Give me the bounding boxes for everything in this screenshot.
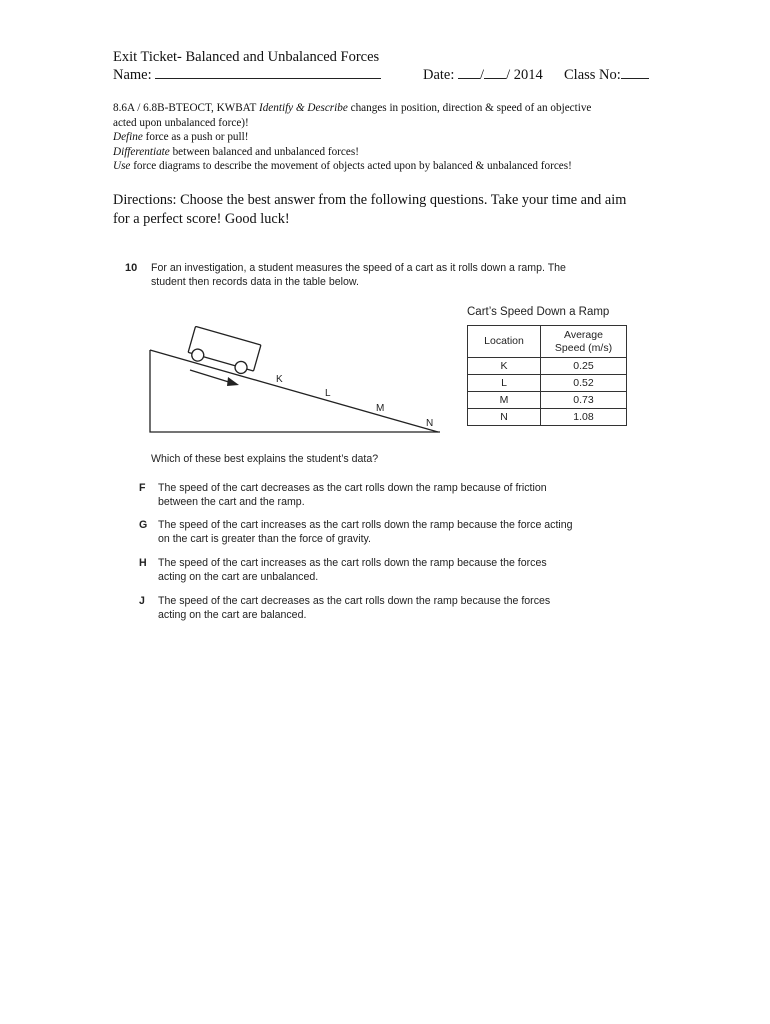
location-cell: L	[468, 375, 541, 392]
location-cell: N	[468, 409, 541, 426]
page-title: Exit Ticket- Balanced and Unbalanced Forces	[113, 49, 380, 65]
objective-line: Use force diagrams to describe the movement of objects acted upon by balanced & unbalanced forces!	[113, 160, 572, 173]
speed-table	[467, 325, 627, 426]
option-letter: J	[139, 595, 145, 607]
cart	[186, 326, 260, 376]
speed-cell: 1.08	[541, 409, 627, 426]
ramp-slope	[150, 350, 438, 432]
ramp-label-k: K	[276, 374, 283, 385]
question-stem	[151, 262, 631, 289]
question-number: 10	[125, 262, 138, 274]
date-label: Date:	[423, 67, 455, 83]
table-title: Cart’s Speed Down a Ramp	[467, 306, 610, 318]
option-text	[158, 482, 631, 509]
motion-arrow-head	[227, 377, 239, 386]
ramp-diagram	[140, 325, 450, 437]
location-cell: M	[468, 392, 541, 409]
column-header-speed: Average Speed (m/s)	[541, 326, 627, 358]
directions-line: for a perfect score! Good luck!	[113, 211, 290, 227]
date-field[interactable]	[423, 66, 543, 84]
ramp-label-m: M	[376, 403, 385, 414]
option-letter: H	[139, 557, 147, 569]
objective-line: acted upon unbalanced force)!	[113, 116, 249, 129]
directions	[113, 191, 673, 229]
table-row	[468, 409, 627, 426]
option-text	[158, 557, 631, 584]
ramp-label-l: L	[325, 388, 331, 399]
table-row	[468, 358, 627, 375]
name-blank[interactable]	[155, 66, 381, 79]
objectives	[113, 101, 673, 174]
answer-option[interactable]	[139, 557, 631, 584]
date-separator: /	[480, 67, 485, 83]
option-text	[158, 595, 631, 622]
option-letter: G	[139, 519, 148, 531]
speed-cell: 0.52	[541, 375, 627, 392]
class-blank[interactable]	[621, 66, 649, 79]
option-text-line: The speed of the cart increases as the cart rolls down the ramp because the forces	[158, 557, 547, 569]
name-field[interactable]	[113, 66, 381, 84]
objective-line: Differentiate between balanced and unbalanced forces!	[113, 145, 359, 158]
directions-line: Directions: Choose the best answer from the following questions. Take your time and aim	[113, 192, 627, 208]
location-cell: K	[468, 358, 541, 375]
option-letter: F	[139, 482, 146, 494]
option-text-line: The speed of the cart decreases as the cart rolls down the ramp because of friction	[158, 482, 547, 494]
speed-cell: 0.73	[541, 392, 627, 409]
option-text-line: The speed of the cart increases as the cart rolls down the ramp because the force acting	[158, 519, 573, 531]
date-month-blank[interactable]	[458, 66, 480, 79]
answer-option[interactable]	[139, 482, 631, 509]
option-text-line: acting on the cart are balanced.	[158, 608, 307, 621]
name-label: Name:	[113, 67, 152, 83]
objective-line: Define force as a push or pull!	[113, 131, 249, 144]
answer-option[interactable]	[139, 519, 631, 546]
question-stem-line: For an investigation, a student measures the speed of a cart as it rolls down a ramp. The	[151, 262, 566, 274]
option-text-line: acting on the cart are unbalanced.	[158, 570, 319, 583]
option-text	[158, 519, 631, 546]
class-field[interactable]	[564, 66, 649, 84]
question-prompt: Which of these best explains the student’s data?	[151, 453, 379, 465]
option-text-line: on the cart is greater than the force of gravity.	[158, 532, 371, 545]
option-text-line: The speed of the cart decreases as the cart rolls down the ramp because the forces	[158, 595, 551, 607]
answer-option[interactable]	[139, 595, 631, 622]
date-year: / 2014	[506, 67, 543, 83]
ramp-label-n: N	[426, 418, 434, 429]
date-day-blank[interactable]	[484, 66, 506, 79]
speed-cell: 0.25	[541, 358, 627, 375]
objective-line: 8.6A / 6.8B-BTEOCT, KWBAT Identify & Describe changes in position, direction & speed of an objective	[113, 102, 592, 114]
option-text-line: between the cart and the ramp.	[158, 495, 305, 508]
question-stem-line: student then records data in the table below.	[151, 275, 359, 288]
class-label: Class No:	[564, 67, 621, 83]
table-header-row	[468, 326, 627, 358]
table-row	[468, 375, 627, 392]
table-row	[468, 392, 627, 409]
column-header-location: Location	[468, 326, 541, 358]
